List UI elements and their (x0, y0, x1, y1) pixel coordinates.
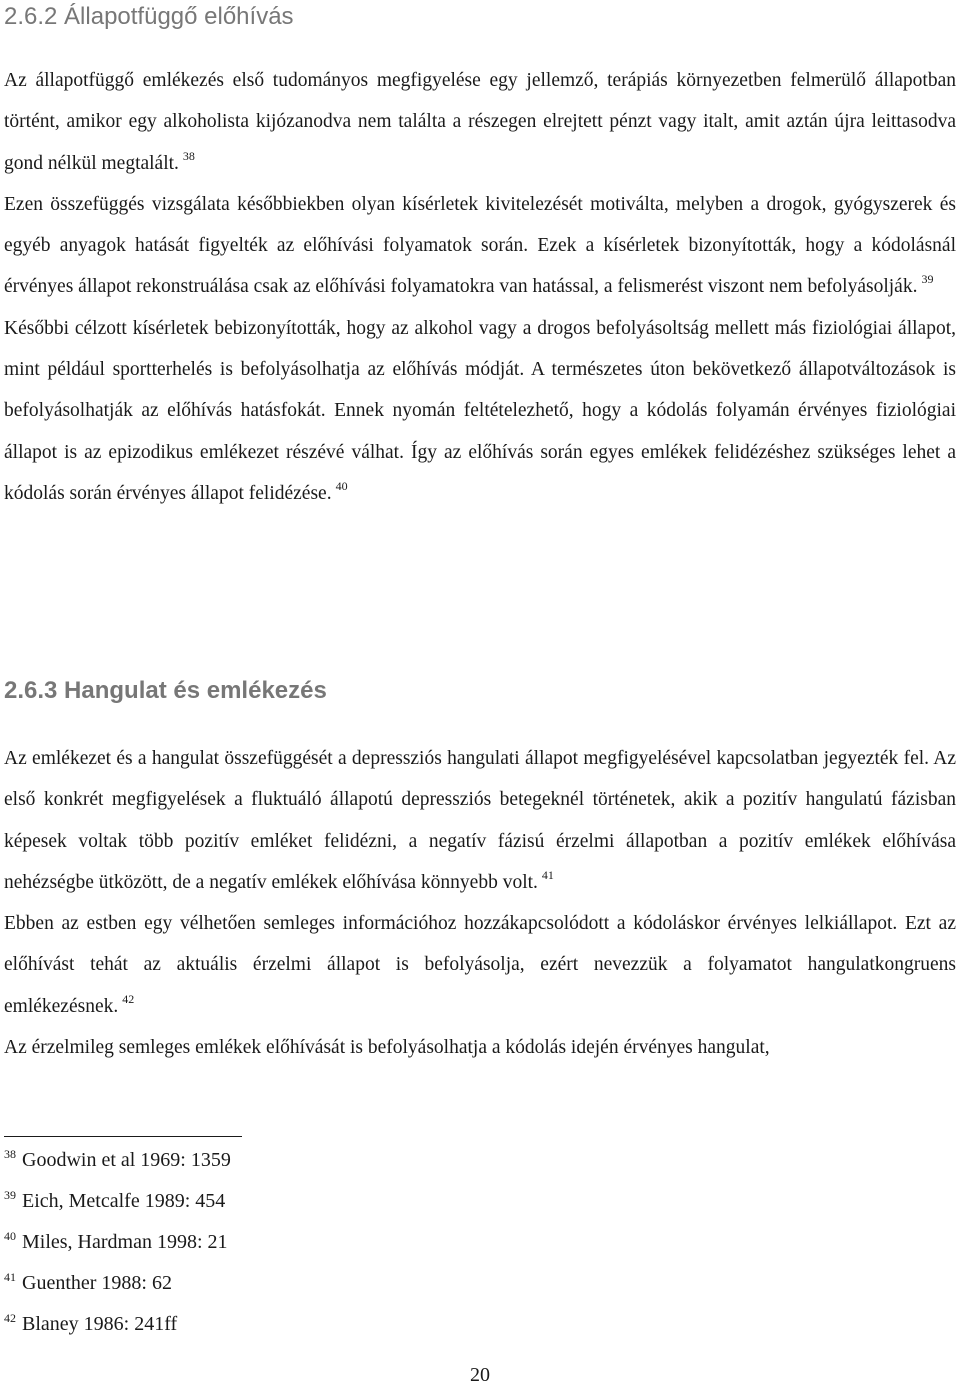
footnote-text: Guenther 1988: 62 (22, 1272, 172, 1294)
footnote-number: 41 (4, 1270, 16, 1284)
footnote-item (4, 1140, 231, 1181)
footnote-text: Goodwin et al 1969: 1359 (22, 1149, 231, 1171)
footnote-separator (4, 1136, 242, 1137)
footnote-text: Blaney 1986: 241ff (22, 1313, 178, 1335)
footnote-number: 38 (4, 1147, 16, 1161)
footnote-number: 40 (4, 1229, 16, 1243)
footnote-text: Miles, Hardman 1998: 21 (22, 1231, 228, 1253)
section-heading-2-6-2: 2.6.2 Állapotfüggő előhívás (4, 3, 294, 30)
sentence-neutral-memories: Az érzelmileg semleges emlékek előhívását is befolyásolhatja a kódolás idején érvényes hangulat, (4, 1037, 770, 1059)
section-heading-2-6-3: 2.6.3 Hangulat és emlékezés (4, 677, 327, 704)
sentence-drug-experiments: Ezen összefüggés vizsgálata későbbiekben olyan kísérletek kivitelezését motiválta, melyben a drogok, gyógyszerek és egyéb anyagok hatását figyelték az előhívási folyamatok során. Ezek a kísérletek bizonyították, hogy a kódolásnál érvényes állapot rekonstruálása csak az előhívási folyamatokra van hatással, a felismerést viszont nem befolyásolják. (4, 193, 956, 298)
sentence-mood-congruent: Ebben az estben egy vélhetően semleges információhoz hozzákapcsolódott a kódoláskor érvényes lelkiállapot. Ezt az előhívást tehát az aktuális érzelmi állapot is befolyásolja, ezért nevezzük a folyamatot hangulatkongruens emlékezésnek. (4, 913, 956, 1017)
footnote-item (4, 1304, 231, 1345)
page-number: 20 (470, 1364, 490, 1386)
footnote-ref-38: 38 (182, 148, 195, 163)
footnote-number: 39 (4, 1188, 16, 1202)
sentence-depression-observation: Az emlékezet és a hangulat összefüggését a depressziós hangulati állapot megfigyelésével kapcsolatban jegyezték fel. Az első konkrét megfigyelések a fluktuáló állapotú depressziós betegeknél történetek, akik a pozitív hangulatú fázisban képesek voltak több pozitív emléket felidézni, a negatív fázisú érzelmi állapotban a pozitív emlékek előhívása nehézségbe ütközött, de a negatív emlékek előhívása könnyebb volt. (4, 748, 956, 893)
footnote-item (4, 1222, 231, 1263)
section-body-2-6-3 (4, 738, 956, 1068)
section-body-2-6-2 (4, 60, 956, 514)
footnote-text: Eich, Metcalfe 1989: 454 (22, 1190, 226, 1212)
footnotes-list (4, 1140, 231, 1345)
footnote-ref-42: 42 (122, 991, 135, 1006)
footnote-ref-39: 39 (921, 272, 934, 287)
footnote-item (4, 1263, 231, 1304)
footnote-number: 42 (4, 1311, 16, 1325)
footnote-ref-40: 40 (335, 478, 348, 493)
footnote-ref-41: 41 (541, 867, 554, 882)
sentence-later-experiments: Későbbi célzott kísérletek bebizonyították, hogy az alkohol vagy a drogos befolyásoltság mellett más fiziológiai állapot, mint például sportterhelés is befolyásolhatja az előhívás módját. A természetes úton bekövetkező állapotváltozások is befolyásolhatják az előhívás hatásfokát. Ennek nyomán feltételezhető, hogy a kódolás folyamán érvényes fiziológiai állapot is az epizodikus emlékezet részévé válhat. Így az előhívás során egyes emlékek felidézéshez szükséges lehet a kódolás során érvényes állapot felidézése. (4, 317, 956, 504)
sentence-first-observation: Az állapotfüggő emlékezés első tudományos megfigyelése egy jellemző, terápiás környezetben felmerülő állapotban történt, amikor egy alkoholista kijózanodva nem találta a részegen elrejtett pénzt vagy italt, amit aztán újra leittasodva gond nélkül megtalált. (4, 70, 956, 174)
footnote-item (4, 1181, 231, 1222)
